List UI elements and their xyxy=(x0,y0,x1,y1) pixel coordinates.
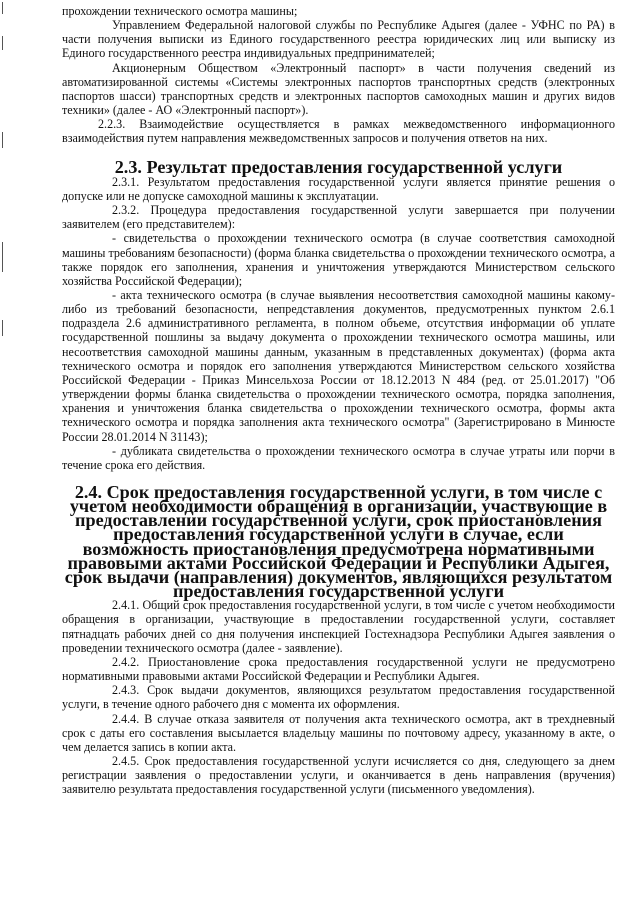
list-item-inspection-act: - акта технического осмотра (в случае выявления несоответствия самоходной машины какому-либо из требований безопасности, непредставления документов, предусмотренных пунктом 2.6.1 подраздела 2.6 административного регламента, в полном объеме, отсутствия информации об уплате государственной пошлины за выдачу документа о прохождении технического осмотра машины, или несоответствия самоходной машины данным, указанным в представленных документах) (форма акта технического осмотра и порядок его заполнения утверждаются Министерством сельского хозяйства Российской Федерации - Приказ Минсельхоза России от 18.12.2013 N 484 (ред. от 25.01.2017) "Об утверждении формы бланка свидетельства о прохождении технического осмотра, порядка заполнения, хранения и уничтожения бланка свидетельства о прохождении технического осмотра, формы акта технического осмотра и порядка заполнения акта технического осмотра" (Зарегистрировано в Минюсте России 28.01.2014 N 31143); xyxy=(62,287,615,444)
document-page xyxy=(62,4,615,796)
paragraph-ufns: Управлением Федеральной налоговой службы по Республике Адыгея (далее - УФНС по РА) в части получения выписки из Единого государственного реестра юридических лиц или выписку из Единого государственного реестра индивидуальных предпринимателей; xyxy=(62,18,615,61)
section-heading-2-3: 2.3. Результат предоставления государственной услуги xyxy=(114,156,563,177)
margin-mark xyxy=(2,36,3,50)
section-heading-2-4: 2.4. Срок предоставления государственной услуги, в том числе с учетом необходимости обращения в организации, участвующие в предоставлении государственной услуги, срок приостановления предоставления государственной услуги в случае, если возможность приостановления предусмотрена нормативными правовыми актами Российской Федерации и Республики Адыгея, срок выдачи (направления) документов, являющихся результатом предоставления государственной услуги xyxy=(64,482,613,602)
left-margin-marks xyxy=(0,0,6,905)
paragraph-2-3-2: 2.3.2. Процедура предоставления государственной услуги завершается при получении заявителем (его представителем): xyxy=(62,203,615,232)
margin-mark xyxy=(2,2,3,14)
paragraph-2-4-3: 2.4.3. Срок выдачи документов, являющихся результатом предоставления государственной услуги, в течение одного рабочего дня с момента их оформления. xyxy=(62,683,615,712)
paragraph-electronic-passport: Акционерным Обществом «Электронный паспорт» в части получения сведений из автоматизированной системы «Системы электронных паспортов транспортных средств (электронных паспортов шасси) транспортных средств и электронных паспортов самоходных машин и других видов техники» (далее - АО «Электронный паспорт»). xyxy=(62,60,615,118)
margin-mark xyxy=(2,242,3,272)
list-item-certificate: - свидетельства о прохождении технического осмотра (в случае соответствия самоходной машины требованиям безопасности) (форма бланка свидетельства о прохождении технического осмотра, а также порядок его заполнения, хранения и уничтожения утверждаются Министерством сельского хозяйства Российской Федерации); xyxy=(62,231,615,288)
paragraph-2-4-4: 2.4.4. В случае отказа заявителя от получения акта технического осмотра, акт в трехдневный срок с даты его составления высылается владельцу машины по почтовому адресу, указанному в акте, о чем делается запись в копии акта. xyxy=(62,711,615,754)
paragraph-2-4-2: 2.4.2. Приостановление срока предоставления государственной услуги не предусмотрено нормативными правовыми актами Российской Федерации и Республики Адыгея. xyxy=(62,654,615,684)
list-item-duplicate: - дубликата свидетельства о прохождении технического осмотра в случае утраты или порчи в течение срока его действия. xyxy=(62,443,615,472)
paragraph-2-4-5: 2.4.5. Срок предоставления государственной услуги исчисляется со дня, следующего за днем регистрации заявления о предоставлении услуги, и оканчивается в день направления (вручения) заявителю результата предоставления государственной услуги (письменного уведомления). xyxy=(62,753,615,797)
margin-mark xyxy=(2,132,3,148)
paragraph-2-2-3: 2.2.3. Взаимодействие осуществляется в рамках межведомственного информационного взаимодействия путем направления межведомственных запросов и получения ответов на них. xyxy=(62,117,615,146)
paragraph-continuation: прохождении технического осмотра машины; xyxy=(62,4,298,18)
paragraph-2-3-1: 2.3.1. Результатом предоставления государственной услуги является принятие решения о допуске или не допуске самоходной машины к эксплуатации. xyxy=(62,174,615,203)
margin-mark xyxy=(2,320,3,336)
paragraph-2-4-1: 2.4.1. Общий срок предоставления государственной услуги, в том числе с учетом необходимости обращения в организации, участвующие в предоставлении государственной услуги, составляет пятнадцать рабочих дней со дня получения инспекцией Гостехнадзора Республики Адыгея заявления о проведении технического осмотра (далее - заявление). xyxy=(62,598,615,655)
